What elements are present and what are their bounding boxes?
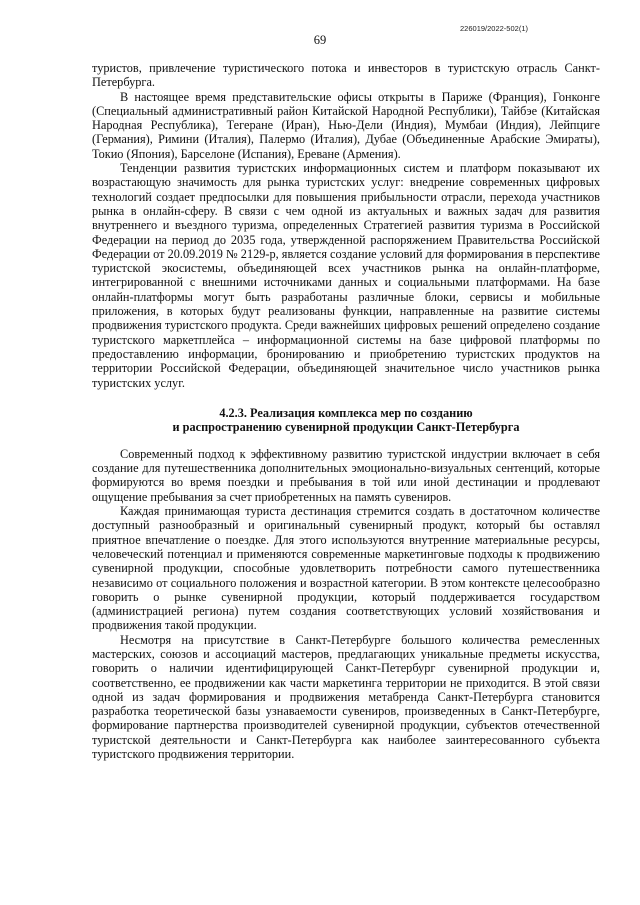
page-number: 69 [313, 33, 327, 47]
document-registration-number: 226019/2022-502(1) [460, 24, 528, 33]
paragraph: Несмотря на присутствие в Санкт-Петербурге большого количества ремесленных мастерских, союзов и ассоциаций мастеров, предлагающих уникальные предметы искусства, говорить о наличии идентифицирующей Санкт-Петербург сувенирной продукции и, соответственно, ее продвижении как части маркетинга территории не приходится. В этой связи одной из задач формирования и продвижения метабренда Санкт-Петербурга становится разработка теоретической базы узнаваемости сувениров, произведенных в Санкт-Петербурге, формирование партнерства производителей сувенирной продукции, субъектов отечественной туристской деятельности и Санкт-Петербурга как наиболее заинтересованного субъекта туристского продвижения территории. [92, 632, 600, 762]
paragraph: Современный подход к эффективному развитию туристской индустрии включает в себя создание для путешественника дополнительных эмоционально-визуальных сентенций, которые формируются во время поездки и пребывания в той или иной дестинации и продлевают ощущение пребывания за счет приобретенных на память сувениров. [92, 446, 600, 504]
paragraph: В настоящее время представительские офисы открыты в Париже (Франция), Гонконге (Специальный административный район Китайской Народной Республики), Тайбэе (Китайская Народная Республика), Тегеране (Иран), Нью-Дели (Индия), Мумбаи (Индия), Лейпциге (Германия), Римини (Италия), Палермо (Италия), Дубае (Объединенные Арабские Эмираты), Токио (Япония), Барселоне (Испания), Ереване (Армения). [92, 89, 600, 161]
section-heading-line: 4.2.3. Реализация комплекса мер по созданию [219, 405, 473, 420]
section-heading-line: и распространению сувенирной продукции Санкт-Петербурга [172, 420, 520, 435]
section-heading [92, 406, 600, 435]
paragraph: Каждая принимающая туриста дестинация стремится создать в достаточном количестве доступный разнообразный и оригинальный сувенирный продукт, который бы оставлял приятное впечатление о поездке. Для этого используются внутренние материальные ресурсы, человеческий потенциал и применяются современные маркетинговые подходы к продвижению сувенирной продукции, способные удовлетворить потребности самого путешественника независимо от социального положения и возрастной категории. В этом контексте целесообразно говорить о рынке сувенирной продукции, который поддерживается государством (администрацией региона) путем создания соответствующих условий хозяйствования и продвижения такой продукции. [92, 504, 600, 633]
paragraph: Тенденции развития туристских информационных систем и платформ показывают их возрастающую значимость для рынка туристских услуг: внедрение современных цифровых технологий создает предпосылки для повышения прибыльности отрасли, перехода участников рынка в онлайн-сферу. В связи с чем одной из актуальных и важных задач для развития внутреннего и въездного туризма, определенных Стратегией развития туризма в Российской Федерации на период до 2035 года, утвержденной распоряжением Правительства Российской Федерации от 20.09.2019 № 2129-р, является создание условий для формирования в перспективе туристской экосистемы, объединяющей всех участников рынка на онлайн-платформе, интегрированной с внешними источниками данных и социальными платформами. На базе онлайн-платформы могут быть разработаны различные блоки, сервисы и мобильные приложения, в которых будут реализованы функции, направленные на развитие системы продвижения туристского продукта. Среди важнейших цифровых решений определено создание туристского маркетплейса – информационной системы на базе цифровой платформы по предоставлению информации, бронированию и приобретению туристских продуктов на территории Российской Федерации, объединяющей значительное число участников рынка туристских услуг. [92, 161, 601, 390]
paragraph: туристов, привлечение туристического потока и инвесторов в туристскую отрасль Санкт-Петербурга. [92, 61, 600, 90]
document-body [92, 61, 600, 761]
